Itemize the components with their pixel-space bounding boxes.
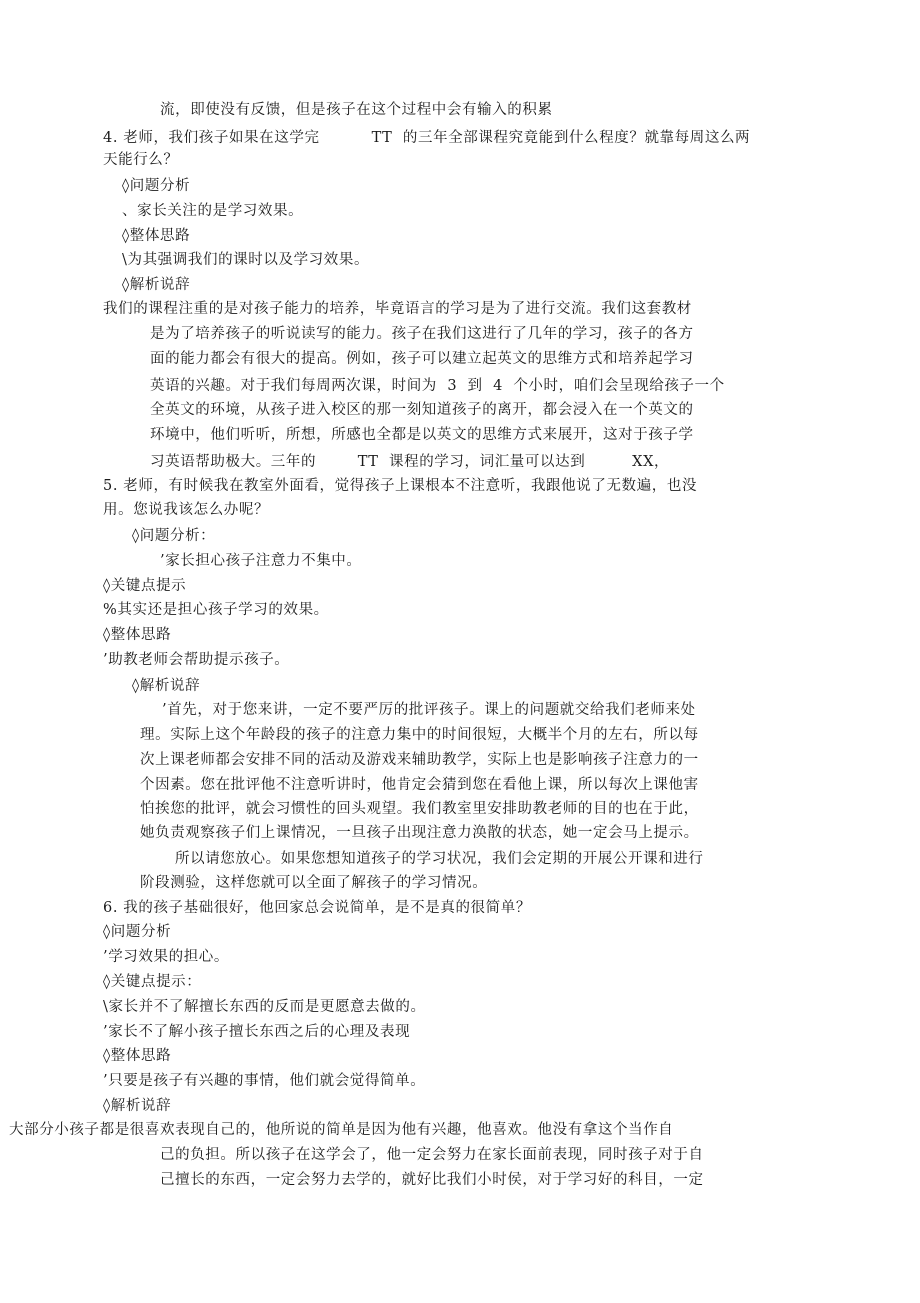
text-line: 环境中，他们听听，所想，所感也全都是以英文的思维方式来展开，这对于孩子学 — [150, 427, 694, 443]
text-line: 全英文的环境，从孩子进入校区的那一刻知道孩子的离开，都会浸入在一个英文的 — [150, 402, 694, 418]
text-line: 英语的兴趣。对于我们每周两次课，时间为 3 到 4 个小时，咱们会呈现给孩子一个 — [150, 378, 725, 394]
text-line: 怕挨您的批评，就会习惯性的回头观望。我们教室里安排助教老师的目的也在于此， — [140, 801, 699, 817]
text-line: ’家长不了解小孩子擅长东西之后的心理及表现 — [103, 1024, 411, 1040]
section-label: ◊整体思路 — [122, 228, 191, 244]
text-line: \为其强调我们的课时以及学习效果。 — [122, 252, 370, 268]
text-line: 己的负担。所以孩子在这学会了，他一定会努力在家长面前表现，同时孩子对于自 — [160, 1147, 704, 1163]
text-line: 次上课老师都会安排不同的活动及游戏来辅助教学，实际上也是影响孩子注意力的一 — [140, 752, 699, 768]
text-line: ’助教老师会帮助提示孩子。 — [103, 652, 290, 668]
section-label: ◊整体思路 — [103, 627, 172, 643]
text-line: 己擅长的东西，一定会努力去学的，就好比我们小时侯，对于学习好的科目，一定 — [160, 1172, 704, 1188]
text-line: 她负责观察孩子们上课情况，一旦孩子出现注意力涣散的状态，她一定会马上提示。 — [140, 825, 699, 841]
section-label: ◊问题分析 — [103, 924, 172, 940]
question-heading: 6. 我的孩子基础很好，他回家总会说简单，是不是真的很简单？ — [103, 900, 531, 916]
text-line: 个因素。您在批评他不注意听讲时，他肯定会猜到您在看他上课，所以每次上课他害 — [140, 777, 699, 793]
section-label: ◊整体思路 — [103, 1048, 172, 1064]
section-label: ◊问题分析 — [122, 178, 191, 194]
question-heading: 4. 老师，我们孩子如果在这学完 TT 的三年全部课程究竟能到什么程度？就靠每周这么两 — [103, 130, 751, 146]
text-line: 是为了培养孩子的听说读写的能力。孩子在我们这进行了几年的学习，孩子的各方 — [150, 326, 694, 342]
section-label: ◊解析说辞 — [122, 277, 191, 293]
question-heading: 5. 老师，有时候我在教室外面看，觉得孩子上课根本不注意听，我跟他说了无数遍，也没 — [103, 478, 698, 494]
text-line: 天能行么？ — [103, 152, 179, 168]
text-line: ’首先，对于您来讲，一定不要严厉的批评孩子。课上的问题就交给我们老师来处 — [162, 702, 696, 718]
section-label: ◊问题分析： — [132, 528, 216, 544]
text-line: \家长并不了解擅长东西的反而是更愿意去做的。 — [103, 999, 426, 1015]
text-line: 流，即使没有反馈，但是孩子在这个过程中会有输入的积累 — [160, 102, 553, 118]
text-line: 大部分小孩子都是很喜欢表现自己的，他所说的简单是因为他有兴趣，他喜欢。他没有拿这个当作自 — [9, 1122, 674, 1138]
text-line: %其实还是担心孩子学习的效果。 — [103, 602, 329, 618]
text-line: 所以请您放心。如果您想知道孩子的学习状况，我们会定期的开展公开课和进行 — [175, 851, 704, 867]
text-line: 我们的课程注重的是对孩子能力的培养，毕竟语言的学习是为了进行交流。我们这套教材 — [103, 301, 692, 317]
text-line: 阶段测验，这样您就可以全面了解孩子的学习情况。 — [140, 875, 488, 891]
text-line: ’家长担心孩子注意力不集中。 — [160, 553, 362, 569]
text-line: ’只要是孩子有兴趣的事情，他们就会觉得简单。 — [103, 1073, 426, 1089]
text-line: 习英语帮助极大。三年的 TT 课程的学习，词汇量可以达到 XX， — [150, 454, 670, 470]
text-line: 、家长关注的是学习效果。 — [122, 203, 304, 219]
section-label: ◊解析说辞 — [132, 678, 201, 694]
section-label: ◊关键点提示 — [103, 578, 187, 594]
text-line: 用。您说我该怎么办呢？ — [103, 502, 270, 518]
text-line: 面的能力都会有很大的提高。例如，孩子可以建立起英文的思维方式和培养起学习 — [150, 351, 694, 367]
text-line: ’学习效果的担心。 — [103, 949, 230, 965]
section-label: ◊关键点提示： — [103, 974, 202, 990]
text-line: 理。实际上这个年龄段的孩子的注意力集中的时间很短，大概半个月的左右，所以每 — [140, 727, 699, 743]
section-label: ◊解析说辞 — [103, 1098, 172, 1114]
